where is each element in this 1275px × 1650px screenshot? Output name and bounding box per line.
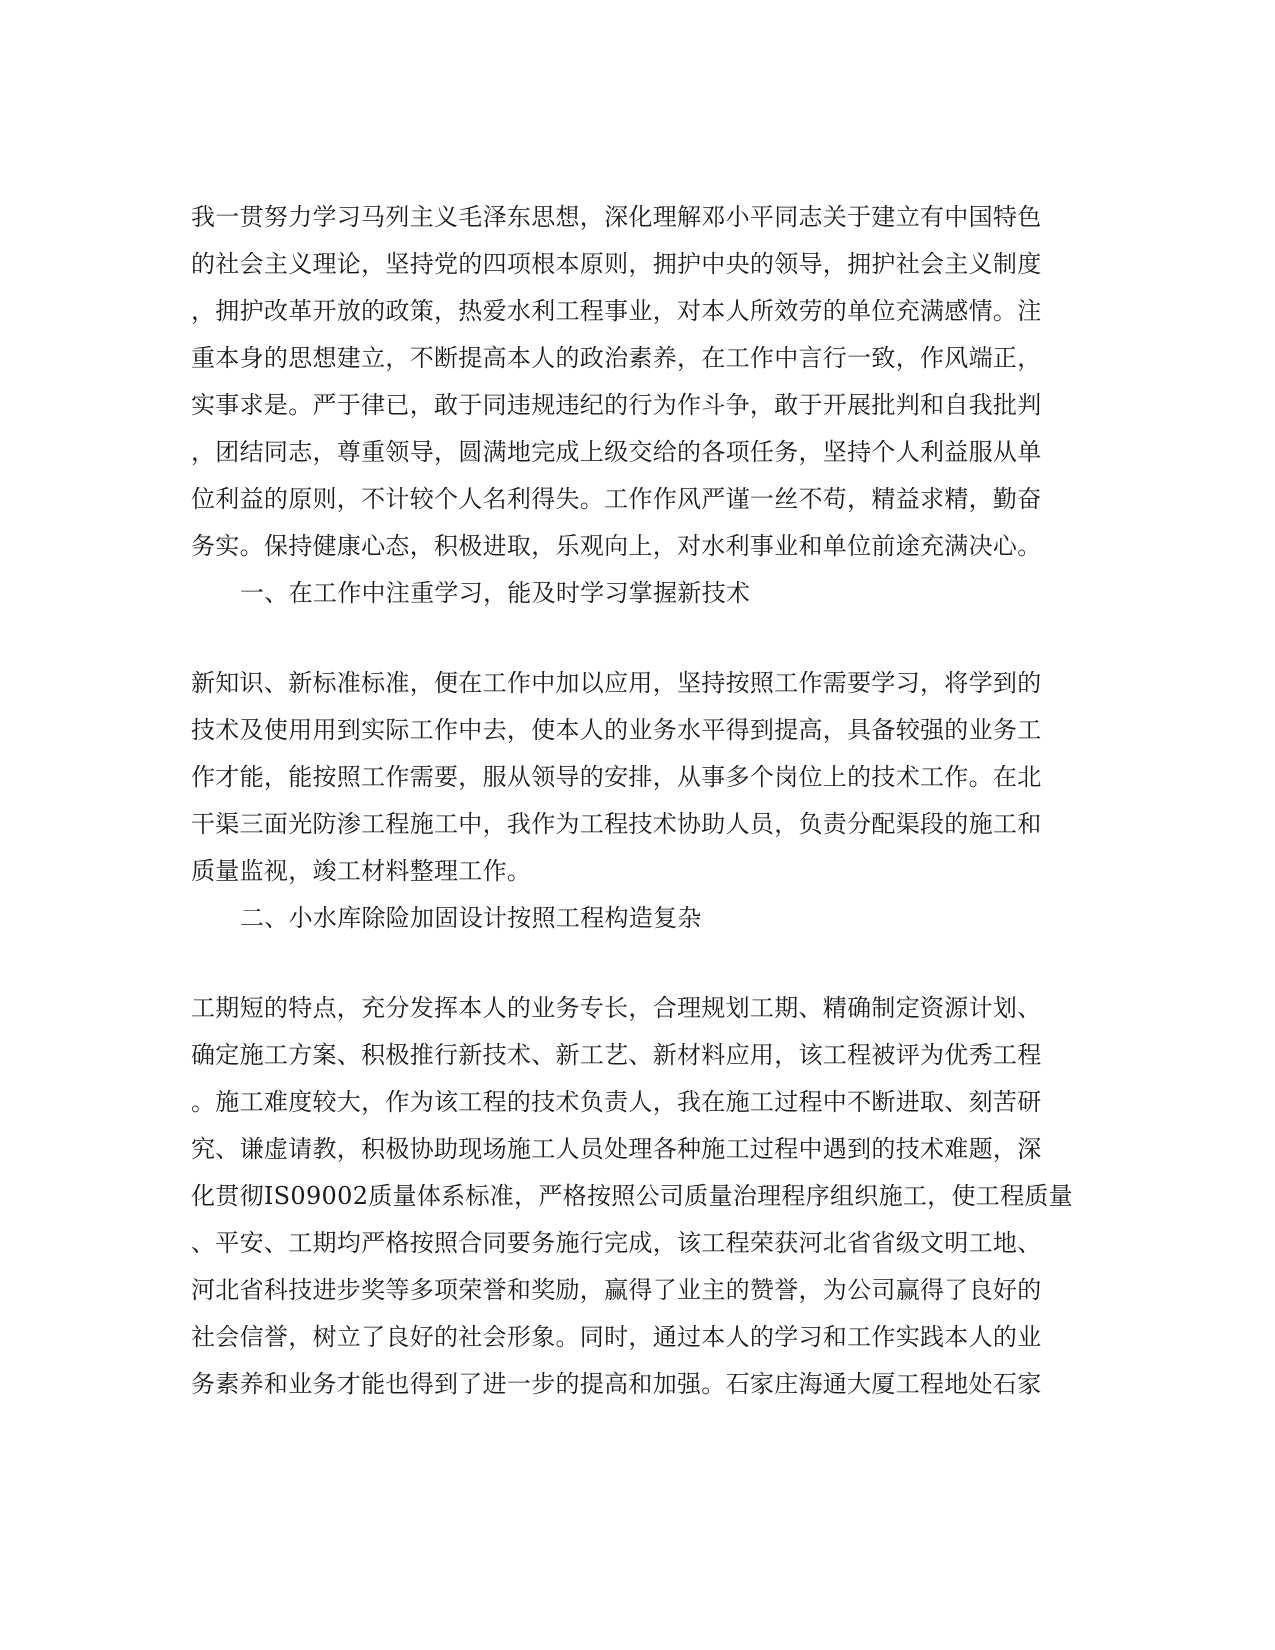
paragraph-1-line: 位利益的原则，不计较个人名利得失。工作作风严谨一丝不苟，精益求精，勤奋 [191, 485, 1042, 513]
paragraph-1-line: 的社会主义理论，坚持党的四项根本原则，拥护中央的领导，拥护社会主义制度 [191, 250, 1042, 278]
paragraph-1-line: 我一贯努力学习马列主义毛泽东思想，深化理解邓小平同志关于建立有中国特色 [191, 203, 1042, 231]
paragraph-2-line: 技术及使用用到实际工作中去，使本人的业务水平得到提高，具备较强的业务工 [191, 716, 1042, 744]
paragraph-2-line: 新知识、新标准标准，便在工作中加以应用，坚持按照工作需要学习，将学到的 [191, 669, 1042, 697]
paragraph-3-line: 。施工难度较大，作为该工程的技术负责人，我在施工过程中不断进取、刻苦研 [191, 1088, 1042, 1116]
paragraph-2-line: 质量监视，竣工材料整理工作。 [191, 857, 532, 885]
paragraph-3-line: 化贯彻IS09002质量体系标准，严格按照公司质量治理程序组织施工，使工程质量 [191, 1182, 1073, 1210]
paragraph-1-line: ，团结同志，尊重领导，圆满地完成上级交给的各项任务，坚持个人利益服从单 [191, 438, 1042, 466]
paragraph-2-line: 干渠三面光防渗工程施工中，我作为工程技术协助人员，负责分配渠段的施工和 [191, 810, 1042, 838]
paragraph-3-line: 究、谦虚请教，积极协助现场施工人员处理各种施工过程中遇到的技术难题，深 [191, 1135, 1042, 1163]
paragraph-1-line: 重本身的思想建立，不断提高本人的政治素养，在工作中言行一致，作风端正， [191, 344, 1042, 372]
paragraph-1-line: 务实。保持健康心态，积极进取，乐观向上，对水利事业和单位前途充满决心。 [191, 532, 1042, 560]
paragraph-3-line: 社会信誉，树立了良好的社会形象。同时，通过本人的学习和工作实践本人的业 [191, 1323, 1042, 1351]
section-heading-1: 一、在工作中注重学习，能及时学习掌握新技术 [240, 579, 751, 607]
paragraph-2-line: 作才能，能按照工作需要，服从领导的安排，从事多个岗位上的技术工作。在北 [191, 763, 1042, 791]
paragraph-1-line: ，拥护改革开放的政策，热爱水利工程事业，对本人所效劳的单位充满感情。注 [191, 297, 1042, 325]
paragraph-3-line: 务素养和业务才能也得到了进一步的提高和加强。石家庄海通大厦工程地处石家 [191, 1370, 1042, 1398]
paragraph-3-line: 工期短的特点，充分发挥本人的业务专长，合理规划工期、精确制定资源计划、 [191, 994, 1042, 1022]
paragraph-1-line: 实事求是。严于律已，敢于同违规违纪的行为作斗争，敢于开展批判和自我批判 [191, 391, 1042, 419]
paragraph-3-line: 河北省科技进步奖等多项荣誉和奖励，赢得了业主的赞誉，为公司赢得了良好的 [191, 1276, 1042, 1304]
paragraph-3-line: 、平安、工期均严格按照合同要务施行完成，该工程荣获河北省省级文明工地、 [191, 1229, 1042, 1257]
paragraph-3-line: 确定施工方案、积极推行新技术、新工艺、新材料应用，该工程被评为优秀工程 [191, 1041, 1042, 1069]
section-heading-2: 二、小水库除险加固设计按照工程构造复杂 [240, 904, 702, 932]
